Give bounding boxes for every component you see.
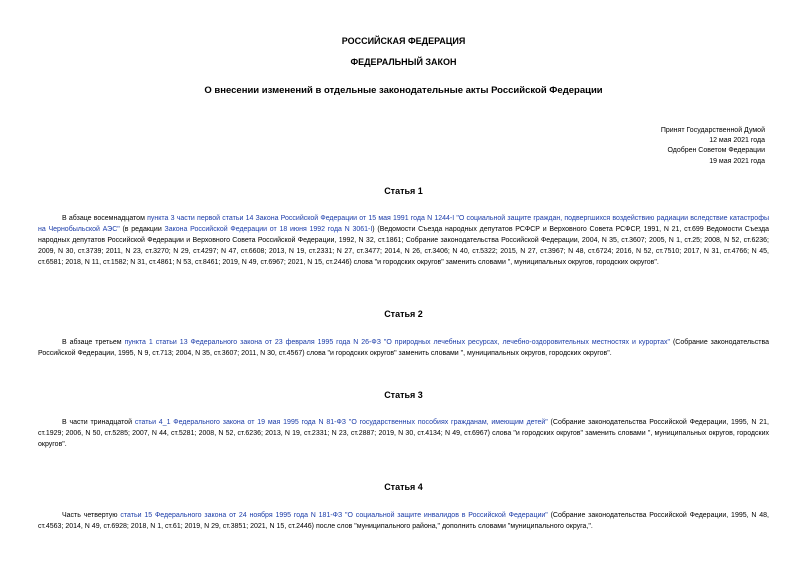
adoption-block (661, 126, 765, 167)
article-1-link-1[interactable]: пункта 3 части первой статьи 14 Закона Российской Федерации от 15 мая 1991 года N 1244-I "О социальной защите граждан, подвергшихся воздействию радиации вследствие катастрофы на Чернобыльской АЭС" (38, 215, 769, 233)
article-3-text-part: В части тринадцатой (62, 419, 135, 426)
article-2-text (38, 338, 769, 360)
article-1-link-2[interactable]: Закона Российской Федерации от 18 июня 1992 года N 3061-I (164, 225, 373, 233)
article-4-text-part: Часть четвертую (62, 512, 121, 519)
article-1-text (38, 214, 769, 269)
article-1-text-part: (в редакции (119, 225, 165, 233)
article-3-text-part: (Собрание законодательства Российской Федерации, 1995, N 21, ст.1929; 2006, N 50, ст.5285; 2007, N 44, ст.5281; 2008, N 52, ст.6236; 2013, N 19, ст.2331; N 23, ст.2887; 2019, N 30, ст.4134; N 49, ст.6967) слова "и городских округов" заменить словами ", муниципальных округов, городских округов". (38, 419, 769, 448)
article-4-link[interactable]: статьи 15 Федерального закона от 24 ноября 1995 года N 181-ФЗ "О социальной защите инвалидов в Российской Федерации" (120, 512, 548, 519)
document-type-heading: ФЕДЕРАЛЬНЫЙ ЗАКОН (350, 57, 457, 67)
article-2-link[interactable]: пункта 1 статьи 13 Федерального закона от 23 февраля 1995 года N 26-ФЗ "О природных лечебных ресурсах, лечебно-оздоровительных местностях и курортах" (124, 339, 670, 346)
article-4-text-part: (Собрание законодательства Российской Федерации, 1995, N 48, ст.4563; 2014, N 49, ст.6928; 2018, N 1, ст.61; 2019, N 29, ст.3851; 2021, N 15, ст.2446) после слов "муниципального района," дополнить словами "муниципального округа,". (38, 512, 770, 530)
article-1-heading: Статья 1 (384, 186, 423, 196)
article-2-heading: Статья 2 (384, 309, 423, 319)
article-1-text-part: В абзаце восемнадцатом (62, 215, 148, 222)
document-title: О внесении изменений в отдельные законодательные акты Российской Федерации (204, 85, 603, 96)
article-2-text-part: В абзаце третьем (62, 339, 125, 346)
duma-adoption-date: 12 мая 2021 года (709, 137, 765, 145)
article-1-text-part: ) (Ведомости Съезда народных депутатов РСФСР и Верховного Совета РСФСР, 1991, N 21, ст.699 Ведомости Съезда народных депутатов Российской Федерации и Верховного Совета Российской Федерации, 1992, N 32, ст.1861; Собрание законодательства Российской Федерации, 2004, N 35, ст.3607; 2005, N 1, ст.25; 2008, N 52, ст.6236; 2009, N 30, ст.3739; 2011, N 23, ст.3270; N 29, ст.4297; N 47, ст.6608; 2013, N 19, ст.2331; N 27, ст.3477; 2014, N 26, ст.3406; N 40, ст.5322; 2015, N 27, ст.3967; N 48, ст.6724; 2016, N 52, ст.7510; 2017, N 31, ст.4766; N 45, ст.6581; 2018, N 11, ст.1582; N 31, ст.4861; N 53, ст.8461; 2019, N 49, ст.6967; 2021, N 15, ст.2446) слова "и городских округов" заменить словами ", муниципальных округов, городских округов". (38, 225, 769, 266)
duma-adoption-label: Принят Государственной Думой (660, 127, 765, 134)
article-3-heading: Статья 3 (384, 390, 423, 400)
article-2-text-part: (Собрание законодательства Российской Федерации, 1995, N 9, ст.713; 2004, N 35, ст.3607; 2011, N 30, ст.4567) слова "и городских округов" заменить словами ", муниципальных округов, городских округов". (38, 339, 769, 357)
country-heading: РОССИЙСКАЯ ФЕДЕРАЦИЯ (341, 36, 466, 46)
council-approval-label: Одобрен Советом Федерации (667, 147, 765, 155)
article-4-heading: Статья 4 (384, 482, 423, 492)
article-3-text (38, 418, 769, 451)
article-3-link[interactable]: статьи 4_1 Федерального закона от 19 мая 1995 года N 81-ФЗ "О государственных пособиях гражданам, имеющим детей" (134, 419, 548, 426)
article-4-text (38, 511, 769, 533)
council-approval-date: 19 мая 2021 года (709, 157, 765, 165)
